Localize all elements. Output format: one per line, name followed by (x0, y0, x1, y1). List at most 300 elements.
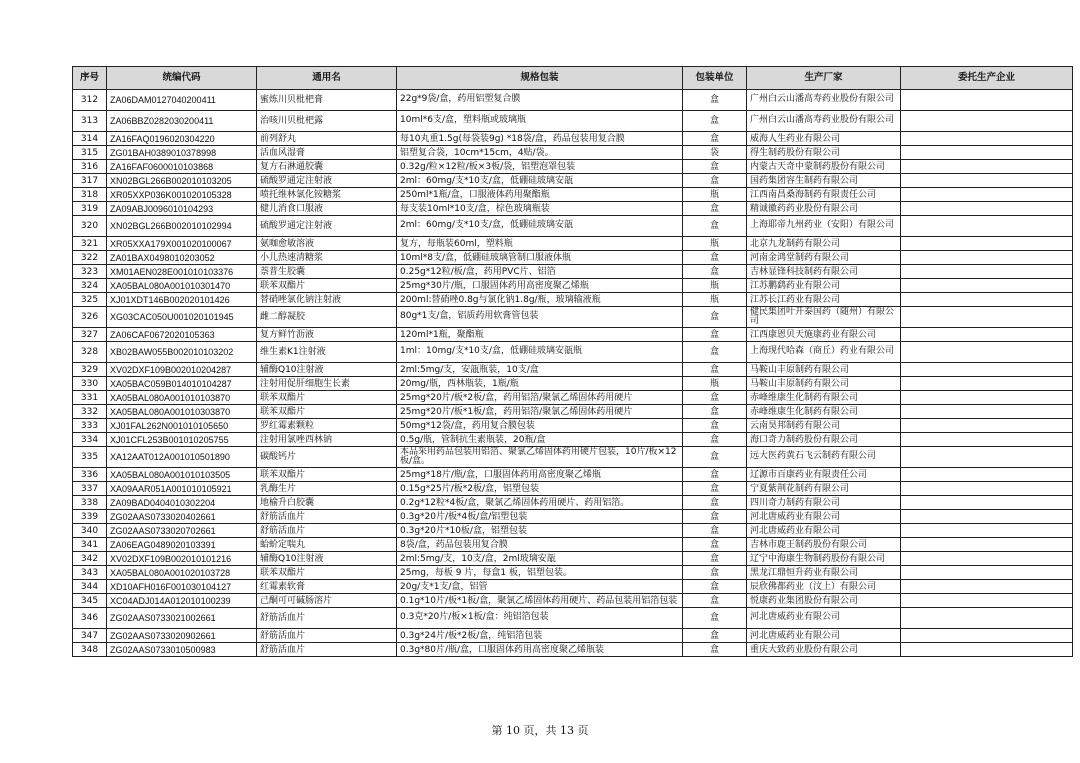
cell-generic-name: 硫酸罗通定注射液 (257, 216, 397, 237)
cell-contract-manufacturer (901, 538, 1073, 552)
cell-contract-manufacturer (901, 419, 1073, 433)
cell-contract-manufacturer (901, 643, 1073, 657)
cell-spec: 0.3g*24片/板*2板/盒，纯铝箔包装 (397, 629, 683, 643)
cell-code: ZG02AAS0733020902661 (107, 629, 257, 643)
cell-contract-manufacturer (901, 174, 1073, 188)
cell-unit: 盒 (683, 328, 747, 342)
cell-code: XR05XXA179X001020100067 (107, 237, 257, 251)
cell-manufacturer: 河北唐威药业有限公司 (747, 608, 901, 629)
header-manufacturer: 生产厂家 (747, 67, 901, 90)
cell-generic-name: 辅酶Q10注射液 (257, 552, 397, 566)
cell-manufacturer: 远大医药黄石飞云制药有限公司 (747, 447, 901, 468)
cell-spec: 80g*1支/盒，铝质药用软膏管包装 (397, 307, 683, 328)
cell-contract-manufacturer (901, 293, 1073, 307)
cell-unit: 盒 (683, 111, 747, 132)
cell-code: XA05BAC059B014010104287 (107, 377, 257, 391)
cell-seq: 338 (73, 496, 107, 510)
cell-contract-manufacturer (901, 265, 1073, 279)
cell-contract-manufacturer (901, 216, 1073, 237)
cell-spec: 25mg*30片/瓶，口服固体药用高密度聚乙烯瓶 (397, 279, 683, 293)
cell-manufacturer: 马鞍山丰原制药有限公司 (747, 377, 901, 391)
cell-generic-name: 碳酸钙片 (257, 447, 397, 468)
cell-generic-name: 舒筋活血片 (257, 510, 397, 524)
cell-spec: 25mg，每板 9 片，每盒1 板，铝塑包装。 (397, 566, 683, 580)
cell-manufacturer: 得生制药股份有限公司 (747, 146, 901, 160)
cell-spec: 20g/支*1支/盒，铝管 (397, 580, 683, 594)
table-row (73, 265, 1073, 279)
cell-seq: 343 (73, 566, 107, 580)
cell-seq: 341 (73, 538, 107, 552)
cell-generic-name: 注射用促肝细胞生长素 (257, 377, 397, 391)
cell-spec: 200ml:替硝唑0.8g与氯化钠1.8g/瓶，玻璃输液瓶 (397, 293, 683, 307)
cell-code: ZG02AAS0733020402661 (107, 510, 257, 524)
cell-code: XA05BAL080A001010301470 (107, 279, 257, 293)
cell-seq: 348 (73, 643, 107, 657)
table-row (73, 510, 1073, 524)
cell-spec: 2ml：60mg/支*10支/盒，低硼硅玻璃安瓿 (397, 174, 683, 188)
table-row (73, 419, 1073, 433)
cell-contract-manufacturer (901, 160, 1073, 174)
cell-contract-manufacturer (901, 363, 1073, 377)
cell-generic-name: 氨咖愈敏溶液 (257, 237, 397, 251)
cell-contract-manufacturer (901, 608, 1073, 629)
cell-seq: 313 (73, 111, 107, 132)
table-row (73, 328, 1073, 342)
cell-contract-manufacturer (901, 188, 1073, 202)
header-code: 统编代码 (107, 67, 257, 90)
cell-code: ZA09BAD0404010302204 (107, 496, 257, 510)
cell-spec: 10ml*6支/盒，塑料瓶或玻璃瓶 (397, 111, 683, 132)
cell-generic-name: 舒筋活血片 (257, 643, 397, 657)
cell-unit: 盒 (683, 391, 747, 405)
cell-manufacturer: 河南金鸿堂制药有限公司 (747, 251, 901, 265)
cell-manufacturer: 上海耶帝九州药业（安阳）有限公司 (747, 216, 901, 237)
cell-contract-manufacturer (901, 496, 1073, 510)
cell-seq: 337 (73, 482, 107, 496)
header-generic-name: 通用名 (257, 67, 397, 90)
table-row (73, 111, 1073, 132)
cell-generic-name: 联苯双酯片 (257, 468, 397, 482)
table-row (73, 496, 1073, 510)
cell-seq: 346 (73, 608, 107, 629)
cell-contract-manufacturer (901, 307, 1073, 328)
cell-code: ZA09ABJ0096010104293 (107, 202, 257, 216)
cell-unit: 瓶 (683, 237, 747, 251)
cell-contract-manufacturer (901, 251, 1073, 265)
cell-code: XV02DXF109B002010101216 (107, 552, 257, 566)
cell-manufacturer: 江西康恩贝天施康药业有限公司 (747, 328, 901, 342)
cell-spec: 0.3g*20片*10板/盒，铝塑包装 (397, 524, 683, 538)
cell-contract-manufacturer (901, 405, 1073, 419)
cell-generic-name: 维生素K1注射液 (257, 342, 397, 363)
cell-code: ZA16FAQ0196020304220 (107, 132, 257, 146)
table-row (73, 608, 1073, 629)
cell-seq: 323 (73, 265, 107, 279)
cell-seq: 333 (73, 419, 107, 433)
cell-spec: 50mg*12袋/盒，药用复合膜包装 (397, 419, 683, 433)
cell-manufacturer: 威海人生药业有限公司 (747, 132, 901, 146)
cell-seq: 316 (73, 160, 107, 174)
cell-unit: 瓶 (683, 188, 747, 202)
cell-manufacturer: 宁夏紫荆花制药有限公司 (747, 482, 901, 496)
cell-spec: 8袋/盒，药品包装用复合膜 (397, 538, 683, 552)
cell-unit: 盒 (683, 307, 747, 328)
cell-spec: 0.5g/瓶，管制抗生素瓶装，20瓶/盒 (397, 433, 683, 447)
cell-code: ZG01BAH0389010378998 (107, 146, 257, 160)
cell-seq: 324 (73, 279, 107, 293)
cell-unit: 瓶 (683, 293, 747, 307)
table-row (73, 377, 1073, 391)
cell-seq: 342 (73, 552, 107, 566)
table-row (73, 391, 1073, 405)
cell-unit: 盒 (683, 580, 747, 594)
table-row (73, 552, 1073, 566)
cell-code: XB02BAW055B002010103202 (107, 342, 257, 363)
cell-spec: 0.15g*25片/板*2板/盒，铝塑包装 (397, 482, 683, 496)
cell-unit: 盒 (683, 608, 747, 629)
cell-unit: 盒 (683, 552, 747, 566)
cell-code: ZG02AAS0733021002661 (107, 608, 257, 629)
cell-unit: 盒 (683, 363, 747, 377)
cell-generic-name: 前列舒丸 (257, 132, 397, 146)
cell-generic-name: 硫酸罗通定注射液 (257, 174, 397, 188)
cell-contract-manufacturer (901, 468, 1073, 482)
cell-code: ZA06BBZ0282030200411 (107, 111, 257, 132)
cell-code: ZA06CAF0672020105363 (107, 328, 257, 342)
cell-spec: 0.1g*10片/板*1板/盒，聚氯乙烯固体药用硬片、药品包装用铝箔包装 (397, 594, 683, 608)
cell-seq: 347 (73, 629, 107, 643)
cell-generic-name: 联苯双酯片 (257, 405, 397, 419)
cell-seq: 330 (73, 377, 107, 391)
table-row (73, 202, 1073, 216)
cell-generic-name: 复方鲜竹沥液 (257, 328, 397, 342)
table-row (73, 482, 1073, 496)
table-row (73, 188, 1073, 202)
cell-manufacturer: 江苏鹏鹞药业有限公司 (747, 279, 901, 293)
cell-manufacturer: 海口奇力制药股份有限公司 (747, 433, 901, 447)
cell-contract-manufacturer (901, 391, 1073, 405)
cell-spec: 1ml：10mg/支*10支/盒，低硼硅玻璃安瓿瓶 (397, 342, 683, 363)
cell-generic-name: 舒筋活血片 (257, 524, 397, 538)
cell-seq: 332 (73, 405, 107, 419)
cell-manufacturer: 国药集团容生制药有限公司 (747, 174, 901, 188)
cell-unit: 盒 (683, 629, 747, 643)
cell-contract-manufacturer (901, 482, 1073, 496)
cell-unit: 盒 (683, 160, 747, 174)
page-footer: 第 10 页，共 13 页 (491, 724, 589, 737)
cell-seq: 339 (73, 510, 107, 524)
cell-manufacturer: 四川奇力制药有限公司 (747, 496, 901, 510)
table-row (73, 160, 1073, 174)
cell-code: ZA06EAG0489020103391 (107, 538, 257, 552)
cell-manufacturer: 河北唐威药业有限公司 (747, 510, 901, 524)
cell-manufacturer: 重庆大致药业股份有限公司 (747, 643, 901, 657)
table-row (73, 216, 1073, 237)
cell-unit: 袋 (683, 146, 747, 160)
cell-manufacturer: 河北唐威药业有限公司 (747, 629, 901, 643)
cell-manufacturer: 赤峰维康生化制药有限公司 (747, 405, 901, 419)
cell-seq: 344 (73, 580, 107, 594)
cell-manufacturer: 内蒙古天奇中蒙制药股份有限公司 (747, 160, 901, 174)
table-row (73, 293, 1073, 307)
cell-manufacturer: 健民集团叶开泰国药（随州）有限公司 (747, 307, 901, 328)
cell-unit: 盒 (683, 405, 747, 419)
cell-contract-manufacturer (901, 524, 1073, 538)
cell-unit: 盒 (683, 216, 747, 237)
cell-contract-manufacturer (901, 202, 1073, 216)
cell-contract-manufacturer (901, 328, 1073, 342)
cell-generic-name: 萘普生胶囊 (257, 265, 397, 279)
cell-manufacturer: 云南昊邦制药有限公司 (747, 419, 901, 433)
cell-spec: 铝塑复合袋，10cm*15cm，4贴/袋。 (397, 146, 683, 160)
cell-code: XA05BAL080A001010103870 (107, 391, 257, 405)
cell-manufacturer: 马鞍山丰原制药有限公司 (747, 363, 901, 377)
cell-contract-manufacturer (901, 447, 1073, 468)
cell-code: XA05BAL080A001020103728 (107, 566, 257, 580)
cell-code: XC04ADJ014A012010100239 (107, 594, 257, 608)
table-row (73, 524, 1073, 538)
cell-spec: 2ml:5mg/支，10支/盒，2ml玻璃安瓿 (397, 552, 683, 566)
cell-contract-manufacturer (901, 237, 1073, 251)
cell-code: XV02DXF109B002010204287 (107, 363, 257, 377)
cell-unit: 盒 (683, 482, 747, 496)
cell-seq: 318 (73, 188, 107, 202)
cell-unit: 盒 (683, 594, 747, 608)
cell-seq: 340 (73, 524, 107, 538)
cell-seq: 319 (73, 202, 107, 216)
cell-spec: 25mg*20片/板*1板/盒，药用铝箔/聚氯乙烯固体药用硬片 (397, 405, 683, 419)
cell-unit: 盒 (683, 90, 747, 111)
cell-spec: 每10丸重1.5g(每袋装9g) *18袋/盒，药品包装用复合膜 (397, 132, 683, 146)
table-row (73, 566, 1073, 580)
cell-code: XN02BGL266B002010103205 (107, 174, 257, 188)
cell-spec: 2ml：60mg/支*10支/盒，低硼硅玻璃安瓿 (397, 216, 683, 237)
cell-generic-name: 联苯双酯片 (257, 566, 397, 580)
cell-generic-name: 喷托维林氯化铵糖浆 (257, 188, 397, 202)
cell-manufacturer: 广州白云山潘高寿药业股份有限公司 (747, 111, 901, 132)
cell-manufacturer: 赤峰维康生化制药有限公司 (747, 391, 901, 405)
cell-code: ZG02AAS0733020702661 (107, 524, 257, 538)
cell-manufacturer: 上海现代哈森（商丘）药业有限公司 (747, 342, 901, 363)
cell-spec: 25mg*20片/板*2板/盒，药用铝箔/聚氯乙烯固体药用硬片 (397, 391, 683, 405)
cell-contract-manufacturer (901, 342, 1073, 363)
cell-seq: 322 (73, 251, 107, 265)
table-row (73, 538, 1073, 552)
cell-generic-name: 小儿热速清糖浆 (257, 251, 397, 265)
cell-manufacturer: 江西南昌桑海制药有限责任公司 (747, 188, 901, 202)
cell-generic-name: 地榆升白胶囊 (257, 496, 397, 510)
cell-manufacturer: 辽源市百康药业有限责任公司 (747, 468, 901, 482)
cell-manufacturer: 辰欣佛都药业（汶上）有限公司 (747, 580, 901, 594)
table-row (73, 342, 1073, 363)
cell-manufacturer: 北京九龙制药有限公司 (747, 237, 901, 251)
cell-unit: 盒 (683, 174, 747, 188)
cell-spec: 0.2g*12粒*4板/盒，聚氯乙烯固体药用硬片、药用铝箔。 (397, 496, 683, 510)
cell-unit: 盒 (683, 468, 747, 482)
cell-manufacturer: 黑龙江鼎恒升药业有限公司 (747, 566, 901, 580)
cell-spec: 10ml*8支/盒，低硼硅玻璃管制口服液体瓶 (397, 251, 683, 265)
cell-code: XA05BAL080A001010103505 (107, 468, 257, 482)
cell-contract-manufacturer (901, 90, 1073, 111)
cell-generic-name: 联苯双酯片 (257, 279, 397, 293)
cell-code: ZA01BAX0498010203052 (107, 251, 257, 265)
cell-unit: 瓶 (683, 377, 747, 391)
cell-manufacturer: 吉林市鹿王制药股份有限公司 (747, 538, 901, 552)
table-row (73, 237, 1073, 251)
cell-seq: 334 (73, 433, 107, 447)
cell-generic-name: 治咳川贝枇杷露 (257, 111, 397, 132)
table-body (73, 90, 1073, 657)
cell-spec: 20mg/瓶，西林瓶装，1瓶/瓶 (397, 377, 683, 391)
cell-contract-manufacturer (901, 146, 1073, 160)
table-row (73, 594, 1073, 608)
cell-generic-name: 雌二醇凝胶 (257, 307, 397, 328)
cell-unit: 盒 (683, 202, 747, 216)
cell-generic-name: 舒筋活血片 (257, 629, 397, 643)
table-row (73, 132, 1073, 146)
cell-contract-manufacturer (901, 594, 1073, 608)
table-row (73, 405, 1073, 419)
cell-seq: 320 (73, 216, 107, 237)
cell-manufacturer: 吉林显锋科技制药有限公司 (747, 265, 901, 279)
cell-code: XR05XXP036K001020105328 (107, 188, 257, 202)
cell-generic-name: 复方石淋通胶囊 (257, 160, 397, 174)
cell-generic-name: 罗红霉素颗粒 (257, 419, 397, 433)
cell-seq: 315 (73, 146, 107, 160)
table-row (73, 90, 1073, 111)
cell-manufacturer: 悦康药业集团股份有限公司 (747, 594, 901, 608)
cell-unit: 盒 (683, 419, 747, 433)
header-seq: 序号 (73, 67, 107, 90)
cell-seq: 325 (73, 293, 107, 307)
cell-code: XA09AAR051A001010105921 (107, 482, 257, 496)
cell-spec: 0.25g*12粒/板/盒，药用PVC片、铝箔 (397, 265, 683, 279)
table-row (73, 580, 1073, 594)
cell-generic-name: 活血风湿膏 (257, 146, 397, 160)
cell-seq: 336 (73, 468, 107, 482)
cell-spec: 0.3g*80片/瓶/盒，口服固体药用高密度聚乙烯瓶装 (397, 643, 683, 657)
cell-manufacturer: 辽宁中海康生物制药股份有限公司 (747, 552, 901, 566)
cell-code: XG03CAC050U001020101945 (107, 307, 257, 328)
cell-generic-name: 辅酶Q10注射液 (257, 363, 397, 377)
cell-unit: 瓶 (683, 279, 747, 293)
cell-spec: 250ml*1瓶/盒，口服液体药用聚酯瓶 (397, 188, 683, 202)
cell-generic-name: 蛤蚧定喘丸 (257, 538, 397, 552)
cell-generic-name: 替硝唑氯化钠注射液 (257, 293, 397, 307)
cell-manufacturer: 江苏长江药业有限公司 (747, 293, 901, 307)
cell-unit: 盒 (683, 643, 747, 657)
cell-code: ZA16FAF0600010103868 (107, 160, 257, 174)
cell-contract-manufacturer (901, 433, 1073, 447)
cell-seq: 321 (73, 237, 107, 251)
cell-spec: 22g*9袋/盒，药用铝塑复合膜 (397, 90, 683, 111)
cell-unit: 盒 (683, 433, 747, 447)
header-unit: 包装单位 (683, 67, 747, 90)
cell-spec: 复方，每瓶装60ml，塑料瓶 (397, 237, 683, 251)
cell-contract-manufacturer (901, 580, 1073, 594)
cell-generic-name: 联苯双酯片 (257, 391, 397, 405)
cell-contract-manufacturer (901, 132, 1073, 146)
table-row (73, 251, 1073, 265)
cell-spec: 每支装10ml*10支/盒，棕色玻璃瓶装 (397, 202, 683, 216)
table-row (73, 447, 1073, 468)
table-row (73, 468, 1073, 482)
cell-unit: 盒 (683, 524, 747, 538)
cell-generic-name: 乳酶生片 (257, 482, 397, 496)
table-row (73, 279, 1073, 293)
cell-spec: 0.32g/粒×12粒/板×3板/袋，铝塑泡罩包装 (397, 160, 683, 174)
cell-spec: 25mg*18片/瓶/盒，口服固体药用高密度聚乙烯瓶 (397, 468, 683, 482)
cell-seq: 317 (73, 174, 107, 188)
cell-contract-manufacturer (901, 566, 1073, 580)
cell-manufacturer: 广州白云山潘高寿药业股份有限公司 (747, 90, 901, 111)
header-contract-manufacturer: 委托生产企业 (901, 67, 1073, 90)
cell-spec: 0.3克*20片/板×1板/盒：纯铝箔包装 (397, 608, 683, 629)
cell-seq: 314 (73, 132, 107, 146)
cell-unit: 盒 (683, 132, 747, 146)
cell-code: XA12AAT012A001010501890 (107, 447, 257, 468)
cell-generic-name: 注射用氯唑西林钠 (257, 433, 397, 447)
cell-unit: 盒 (683, 265, 747, 279)
cell-generic-name: 健儿消食口服液 (257, 202, 397, 216)
cell-generic-name: 蜜炼川贝枇杷膏 (257, 90, 397, 111)
cell-seq: 335 (73, 447, 107, 468)
cell-seq: 331 (73, 391, 107, 405)
cell-code: ZG02AAS0733010500983 (107, 643, 257, 657)
table-row (73, 629, 1073, 643)
cell-contract-manufacturer (901, 629, 1073, 643)
drug-catalog-sheet (72, 66, 1072, 657)
cell-unit: 盒 (683, 538, 747, 552)
cell-spec: 本品采用药品包装用铝箔、聚氯乙烯固体药用硬片包装，10片/板×12板/盒。 (397, 447, 683, 468)
table-row (73, 363, 1073, 377)
cell-contract-manufacturer (901, 279, 1073, 293)
cell-generic-name: 舒筋活血片 (257, 608, 397, 629)
table-row (73, 146, 1073, 160)
cell-seq: 328 (73, 342, 107, 363)
cell-seq: 345 (73, 594, 107, 608)
cell-spec: 120ml*1瓶，聚酯瓶 (397, 328, 683, 342)
cell-code: ZA06DAM0127040200411 (107, 90, 257, 111)
table-row (73, 174, 1073, 188)
cell-seq: 312 (73, 90, 107, 111)
cell-spec: 2ml:5mg/支，安瓿瓶装，10支/盒 (397, 363, 683, 377)
cell-code: XN02BGL266B002010102994 (107, 216, 257, 237)
cell-seq: 329 (73, 363, 107, 377)
cell-code: XJ01CFL253B001010205755 (107, 433, 257, 447)
cell-unit: 盒 (683, 566, 747, 580)
drug-table (72, 66, 1073, 657)
header-spec: 规格包装 (397, 67, 683, 90)
table-header-row (73, 67, 1073, 90)
cell-code: XJ01XDT146B002020101426 (107, 293, 257, 307)
cell-unit: 盒 (683, 510, 747, 524)
cell-generic-name: 己酮可可碱肠溶片 (257, 594, 397, 608)
cell-spec: 0.3g*20片/板*4板/盒/铝塑包装 (397, 510, 683, 524)
cell-manufacturer: 河北唐威药业有限公司 (747, 524, 901, 538)
cell-contract-manufacturer (901, 111, 1073, 132)
cell-unit: 盒 (683, 251, 747, 265)
cell-code: XJ01FAL262N001010105650 (107, 419, 257, 433)
cell-code: XD10AFH016F001030104127 (107, 580, 257, 594)
cell-contract-manufacturer (901, 552, 1073, 566)
table-row (73, 307, 1073, 328)
cell-unit: 盒 (683, 496, 747, 510)
table-row (73, 433, 1073, 447)
cell-contract-manufacturer (901, 377, 1073, 391)
cell-code: XM01AEN028E001010103376 (107, 265, 257, 279)
cell-unit: 盒 (683, 447, 747, 468)
